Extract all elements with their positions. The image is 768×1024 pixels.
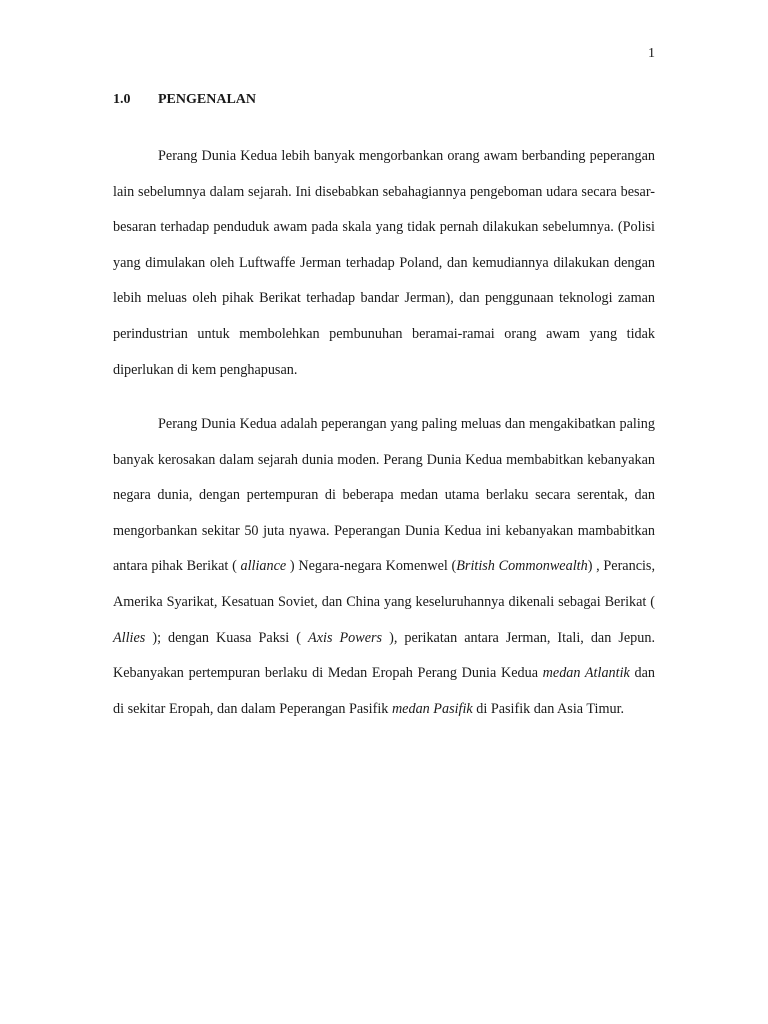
page-number: 1	[648, 46, 655, 61]
paragraph-text: di Pasifik dan Asia Timur.	[472, 700, 625, 717]
paragraph-1	[113, 139, 655, 388]
paragraph-text: ) , Perancis, Amerika Syarikat, Kesatuan Soviet, dan China yang keseluruhannya dikenali sebagai Berikat (	[113, 558, 655, 610]
italic-term: Allies	[113, 629, 146, 646]
italic-term: medan Atlantik	[542, 665, 630, 682]
paragraph-text: Perang Dunia Kedua lebih banyak mengorbankan orang awam berbanding peperangan lain sebelumnya dalam sejarah. Ini disebabkan sebahagiannya pengeboman udara secara besar-besaran terhadap penduduk awam pada skala yang tidak pernah dilakukan sebelumnya. (Polisi yang dimulakan oleh Luftwaffe Jerman terhadap Poland, dan kemudiannya dilakukan dengan lebih meluas oleh pihak Berikat terhadap bandar Jerman), dan penggunaan teknologi zaman perindustrian untuk membolehkan pembunuhan beramai-ramai orang awam yang tidak diperlukan di kem penghapusan.	[113, 148, 655, 378]
italic-term: medan Pasifik	[391, 700, 473, 717]
paragraph-text: ); dengan Kuasa Paksi (	[145, 629, 309, 646]
italic-term: alliance	[240, 558, 287, 575]
paragraph-text: dan di sekitar Eropah, dan dalam Peperangan Pasifik	[113, 665, 655, 717]
paragraph-text: Perang Dunia Kedua adalah peperangan yang paling meluas dan mengakibatkan paling banyak kerosakan dalam sejarah dunia moden. Perang Dunia Kedua membabitkan kebanyakan negara dunia, dengan pertempuran di beberapa medan utama berlaku secara serentak, dan mengorbankan sekitar 50 juta nyawa. Peperangan Dunia Kedua ini kebanyakan mambabitkan antara pihak Berikat (	[113, 416, 655, 575]
section-heading	[113, 92, 256, 108]
paragraph-2	[113, 407, 655, 727]
paragraph-text: ) Negara-negara Komenwel (	[286, 558, 457, 575]
section-title: PENGENALAN	[158, 92, 257, 107]
paragraph-text: ), perikatan antara Jerman, Itali, dan Jepun. Kebanyakan pertempuran berlaku di Medan Eropah Perang Dunia Kedua	[113, 629, 655, 682]
italic-term: Axis Powers	[308, 629, 383, 646]
section-number: 1.0	[113, 92, 131, 107]
italic-term: British Commonwealth	[456, 558, 588, 575]
